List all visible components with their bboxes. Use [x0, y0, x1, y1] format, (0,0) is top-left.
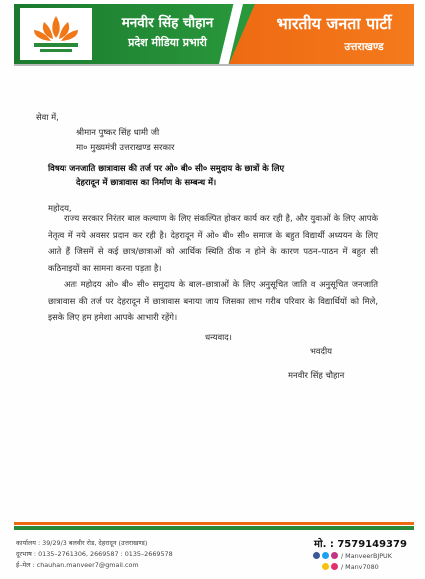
- closing: भवदीय: [310, 346, 333, 356]
- paragraph-2: अतः महोदय ओ० बी० सी० समुदाय के बाल–छात्राओं के लिए अनुसूचित जाति व अनुसूचित जनजाति छात्रावास की तर्ज पर देहरादून में छात्रावास बनाया जाय जिसका लाभ गरीब परिवार के विद्यार्थियों को मिले, इसके लिए हम हमेशा आपके आभारी रहेंगे।: [48, 279, 378, 323]
- letterhead-header: [14, 4, 414, 64]
- footer-saffron-rule: [14, 522, 414, 525]
- subject-line-2: देहरादून में छात्रावास का निर्माण के सम्बन्ध में।: [76, 177, 217, 187]
- footer-mobile: मो. : 7579149379: [314, 539, 407, 550]
- footer-email: ई–मेल : chauhan.manveer7@gmail.com: [16, 561, 139, 569]
- snapchat-icon[interactable]: [322, 563, 329, 570]
- paragraph-1: राज्य सरकार निरंतर बाल कल्याण के लिए संकल्पित होकर कार्य कर रही है, और युवाओं के लिए आपके नेतृत्व में नये अवसर प्रदान कर रही है। देहरादून में ओ० बी० सी० समाज के बहुत विद्यार्थी अध्ययन के लिए आते हैं जिसमें से कई छात्र/छात्राओं को आर्थिक स्थिति ठीक न होने के कारण पठन–पाठन में बहुत सी कठिनाइयों का सामना करना पड़ता है।: [48, 213, 378, 273]
- thanks: धन्यवाद।: [205, 332, 232, 342]
- footer-green-rule: [14, 526, 414, 530]
- header-name: मनवीर सिंह चौहान: [121, 15, 214, 31]
- footer-social-handle: / ManveerBJPUK: [341, 552, 392, 560]
- greeting: महोदय,: [48, 203, 72, 213]
- signature-name: मनवीर सिंह चौहान: [288, 370, 345, 380]
- recipient-title: मा० मुख्यमंत्री उत्तराखण्ड सरकार: [76, 142, 175, 152]
- facebook-icon[interactable]: [313, 552, 320, 559]
- twitter-icon[interactable]: [322, 552, 329, 559]
- salutation: सेवा में,: [36, 112, 59, 122]
- recipient-name: श्रीमान पुष्कर सिंह धामी जी: [76, 127, 160, 137]
- header-rule: [14, 64, 414, 66]
- instagram-icon[interactable]: [331, 552, 338, 559]
- header-role: प्रदेश मीडिया प्रभारी: [128, 36, 207, 49]
- bjp-lotus-logo: [20, 8, 92, 60]
- header-state: उत्तराखण्ड: [344, 41, 384, 53]
- footer-social-handle-2: / Manv7080: [341, 563, 379, 571]
- footer-phone-numbers: दूरभाष : 0135–2761306, 2669587 : 0135–2669578: [16, 550, 173, 558]
- footer-office-address: कार्यालय : 39/29/3 बलवीर रोड, देहरादून (उत्तराखण्ड): [16, 539, 148, 547]
- subject-line-1: विषयः जनजाति छात्रावास की तर्ज पर ओ० बी० सी० समुदाय के छात्रों के लिए: [48, 163, 285, 173]
- koo-icon[interactable]: [331, 563, 338, 570]
- header-party-name: भारतीय जनता पार्टी: [276, 14, 392, 33]
